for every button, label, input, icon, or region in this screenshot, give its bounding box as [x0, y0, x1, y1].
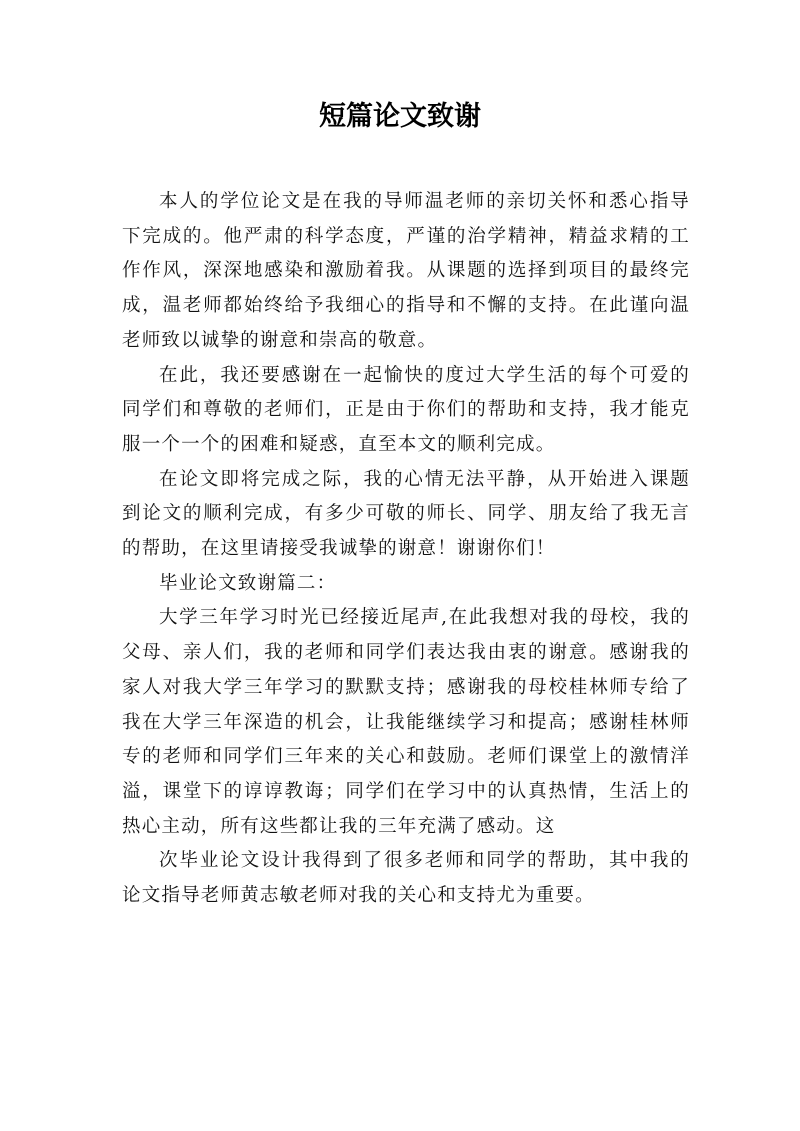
paragraph-3: 在论文即将完成之际，我的心情无法平静，从开始进入课题到论文的顺利完成，有多少可敬的师长、同学、朋友给了我无言的帮助，在这里请接受我诚挚的谢意！谢谢你们！: [122, 468, 690, 560]
paragraph-5: 次毕业论文设计我得到了很多老师和同学的帮助，其中我的论文指导老师黄志敏老师对我的关心和支持尤为重要。: [122, 850, 690, 907]
document-body: [122, 185, 690, 914]
paragraph-2: 在此，我还要感谢在一起愉快的度过大学生活的每个可爱的同学们和尊敬的老师们，正是由于你们的帮助和支持，我才能克服一个一个的困难和疑惑，直至本文的顺利完成。: [122, 364, 690, 455]
document-title: 短篇论文致谢: [319, 101, 481, 132]
section-heading: 毕业论文致谢篇二：: [159, 572, 337, 594]
paragraph-4: 大学三年学习时光已经接近尾声,在此我想对我的母校，我的父母、亲人们，我的老师和同学们表达我由衷的谢意。感谢我的家人对我大学三年学习的默默支持；感谢我的母校桂林师专给了我在大学三年深造的机会，让我能继续学习和提高；感谢桂林师专的老师和同学们三年来的关心和鼓励。老师们课堂上的激情洋溢，课堂下的谆谆教诲；同学们在学习中的认真热情，生活上的热心主动，所有这些都让我的三年充满了感动。这: [122, 607, 690, 837]
paragraph-1: 本人的学位论文是在我的导师温老师的亲切关怀和悉心指导下完成的。他严肃的科学态度，严谨的治学精神，精益求精的工作作风，深深地感染和激励着我。从课题的选择到项目的最终完成，温老师都始终给予我细心的指导和不懈的支持。在此谨向温老师致以诚挚的谢意和崇高的敬意。: [122, 191, 690, 351]
